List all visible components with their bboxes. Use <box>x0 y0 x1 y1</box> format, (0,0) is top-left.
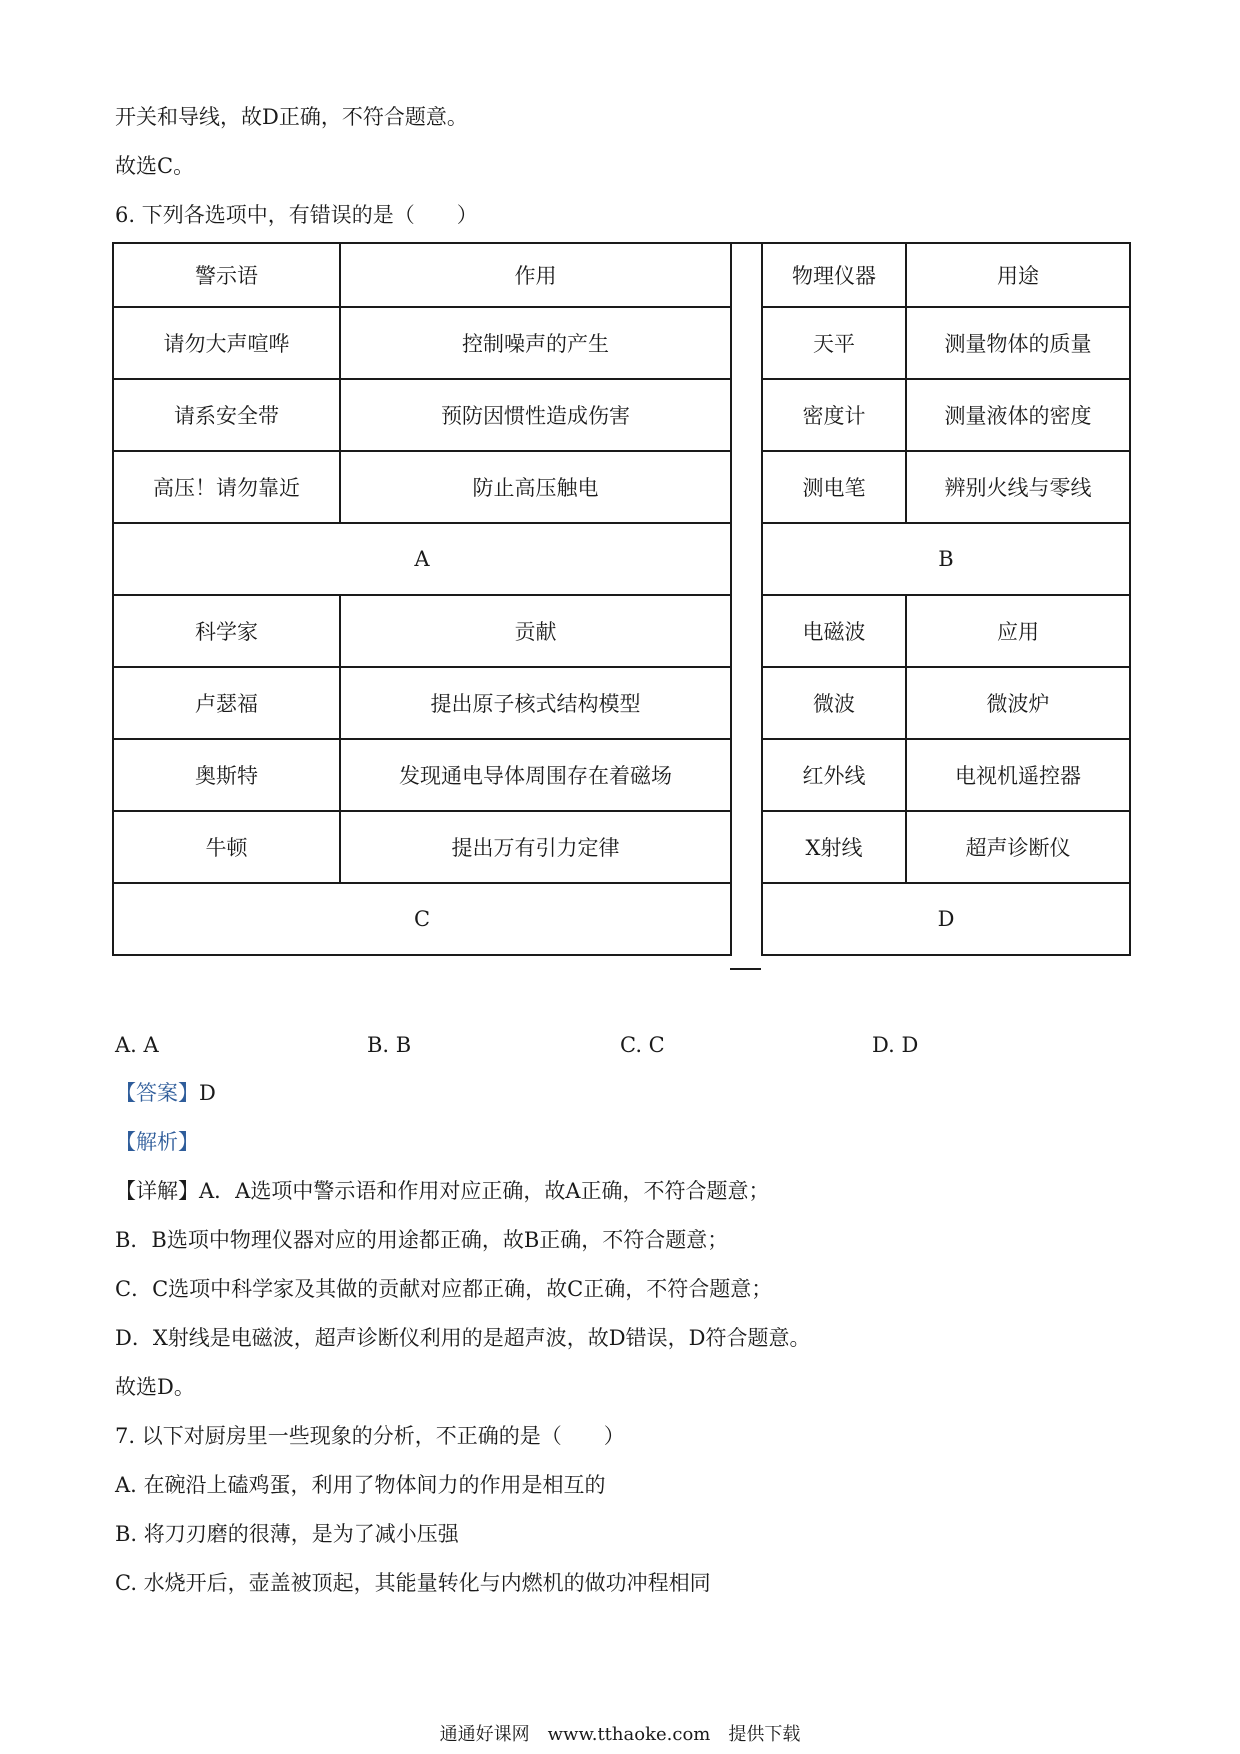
table-d-cell: X射线 <box>762 811 906 883</box>
table-d-cell: 微波炉 <box>906 667 1130 739</box>
q7-option-c: C. 水烧开后，壶盖被顶起，其能量转化与内燃机的做功冲程相同 <box>115 1571 711 1595</box>
table-c-cell: 提出万有引力定律 <box>340 811 731 883</box>
table-a-cell: 预防因惯性造成伤害 <box>340 379 731 451</box>
footer: 通通好课网 www.tthaoke.com 提供下载 <box>439 1724 801 1745</box>
table-right <box>761 242 1131 956</box>
table-c-header-2: 贡献 <box>340 595 731 667</box>
table-b-header-1: 物理仪器 <box>762 243 906 307</box>
q7-option-a: A. 在碗沿上磕鸡蛋，利用了物体间力的作用是相互的 <box>115 1473 606 1497</box>
detail-text-a: A．A选项中警示语和作用对应正确，故A正确，不符合题意； <box>199 1179 770 1203</box>
option-d: D. D <box>872 1033 919 1057</box>
q7-option-b: B. 将刀刃磨的很薄，是为了减小压强 <box>115 1522 459 1546</box>
detail-line-4: D．X射线是电磁波，超声诊断仪利用的是超声波，故D错误，D符合题意。 <box>115 1326 811 1350</box>
table-a-header-1: 警示语 <box>113 243 340 307</box>
table-c-cell: 奥斯特 <box>113 739 340 811</box>
intro-line-1: 开关和导线，故D正确，不符合题意。 <box>115 105 468 129</box>
table-a-cell: 控制噪声的产生 <box>340 307 731 379</box>
question-6-stem: 6. 下列各选项中，有错误的是（ ） <box>115 203 478 227</box>
detail-line-1 <box>115 1176 770 1206</box>
detail-line-2: B．B选项中物理仪器对应的用途都正确，故B正确，不符合题意； <box>115 1228 729 1252</box>
table-c-cell: 牛顿 <box>113 811 340 883</box>
table-d-label: D <box>762 883 1130 955</box>
table-b-header-2: 用途 <box>906 243 1130 307</box>
table-a-cell: 防止高压触电 <box>340 451 731 523</box>
detail-tag: 【详解】 <box>115 1179 199 1203</box>
table-d-header-2: 应用 <box>906 595 1130 667</box>
table-d-cell: 红外线 <box>762 739 906 811</box>
answer-value: D <box>199 1081 216 1105</box>
option-c: C. C <box>620 1033 665 1057</box>
table-b-cell: 密度计 <box>762 379 906 451</box>
intro-line-2: 故选C。 <box>115 154 195 178</box>
detail-line-3: C．C选项中科学家及其做的贡献对应都正确，故C正确，不符合题意； <box>115 1277 773 1301</box>
analysis-tag: 【解析】 <box>115 1130 199 1154</box>
table-a-cell: 高压！请勿靠近 <box>113 451 340 523</box>
table-gap-divider <box>730 242 761 970</box>
table-d-header-1: 电磁波 <box>762 595 906 667</box>
table-b-cell: 测量液体的密度 <box>906 379 1130 451</box>
option-b: B. B <box>367 1033 412 1057</box>
answer-tag: 【答案】 <box>115 1081 199 1105</box>
table-a-cell: 请勿大声喧哗 <box>113 307 340 379</box>
table-d-cell: 超声诊断仪 <box>906 811 1130 883</box>
option-a: A. A <box>115 1033 159 1057</box>
table-a-header-2: 作用 <box>340 243 731 307</box>
table-c-header-1: 科学家 <box>113 595 340 667</box>
table-left <box>112 242 732 956</box>
table-d-cell: 微波 <box>762 667 906 739</box>
table-d-cell: 电视机遥控器 <box>906 739 1130 811</box>
table-b-cell: 辨别火线与零线 <box>906 451 1130 523</box>
table-b-cell: 天平 <box>762 307 906 379</box>
question-7-stem: 7. 以下对厨房里一些现象的分析，不正确的是（ ） <box>115 1424 625 1448</box>
table-c-cell: 卢瑟福 <box>113 667 340 739</box>
table-c-cell: 发现通电导体周围存在着磁场 <box>340 739 731 811</box>
table-b-cell: 测电笔 <box>762 451 906 523</box>
answer-line <box>115 1078 216 1108</box>
table-a-cell: 请系安全带 <box>113 379 340 451</box>
conclusion: 故选D。 <box>115 1375 195 1399</box>
table-c-cell: 提出原子核式结构模型 <box>340 667 731 739</box>
table-c-label: C <box>113 883 731 955</box>
table-b-cell: 测量物体的质量 <box>906 307 1130 379</box>
table-b-label: B <box>762 523 1130 595</box>
table-a-label: A <box>113 523 731 595</box>
